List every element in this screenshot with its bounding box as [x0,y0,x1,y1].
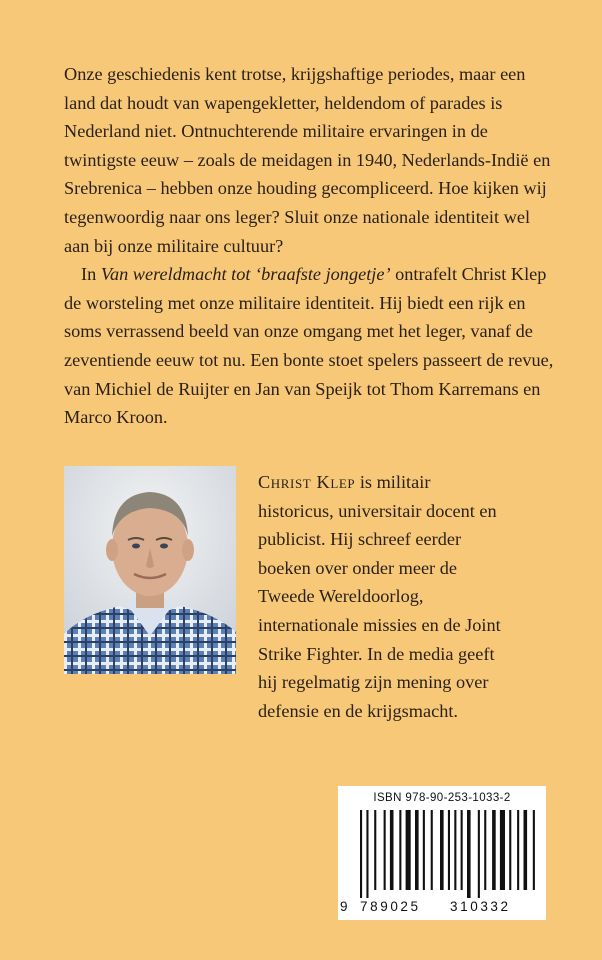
barcode-bar [360,810,362,898]
barcode-bar [448,810,450,890]
barcode-bar [374,810,376,890]
barcode-bar [478,810,480,898]
author-bio-text: is militair historicus, universitair docent en publicist. Hij schreef eerder boeken over onder meer de Tweede Wereldoorlog, internationale missies en de Joint Strike Fighter. In de media geeft hij regelmatig zijn mening over defensie en de krijgsmacht. [258,472,501,721]
barcode-digit-first: 9 [340,899,351,914]
barcode-digits-right: 310332 [450,899,511,914]
barcode-bar [484,810,486,890]
barcode-bar [454,810,456,890]
blurb-paragraph-1: Onze geschiedenis kent trotse, krijgshaftige periodes, maar een land dat houdt van wapengekletter, heldendom of parades is Nederland niet. Ontnuchterende militaire ervaringen in de twintigste eeuw – zoals de meidagen in 1940, Nederlands-Indië en Srebrenica – hebben onze houding gecompliceerd. Hoe kijken wij tegenwoordig naar ons leger? Sluit onze nationale identiteit wel aan bij onze militaire cultuur? [64,64,551,256]
barcode-bar [384,810,386,890]
back-cover-blurb [64,60,554,432]
barcode-bar [366,810,368,898]
book-title: Van wereldmacht tot ‘braafste jongetje’ [100,264,391,285]
barcode-bar [467,810,471,898]
barcode-bar [406,810,411,890]
barcode-bar [431,810,433,890]
barcode-bar [415,810,419,890]
blurb-paragraph-2 [64,260,554,432]
blurb-paragraph-2-lead: In [81,264,101,285]
barcode-bar [492,810,496,890]
author-photo [64,466,236,674]
barcode-bar [390,810,394,890]
barcode-bar [524,810,528,890]
barcode-bar [500,810,505,890]
barcode-digits-left: 789025 [360,899,421,914]
barcode-bar [517,810,519,890]
barcode-bar [533,810,535,890]
barcode-bar [423,810,425,890]
blurb-paragraph-2-text: ontrafelt Christ Klep de worsteling met onze militaire identiteit. Hij biedt een rijk en soms verrassend beeld van onze omgang met het leger, vanaf de zeventiende eeuw tot nu. Een bonte stoet spelers passeert de revue, van Michiel de Ruijter en Jan van Speijk tot Thom Karremans en Marco Kroon. [64,264,554,428]
barcode-bar [461,810,463,890]
isbn-barcode [338,786,546,920]
barcode-bar [440,810,444,890]
author-name: Christ Klep [258,472,356,492]
barcode-bar [399,810,401,890]
barcode-bars [348,810,536,898]
barcode-bar [509,810,511,890]
author-bio [258,468,503,725]
isbn-label: ISBN 978-90-253-1033-2 [373,792,511,804]
